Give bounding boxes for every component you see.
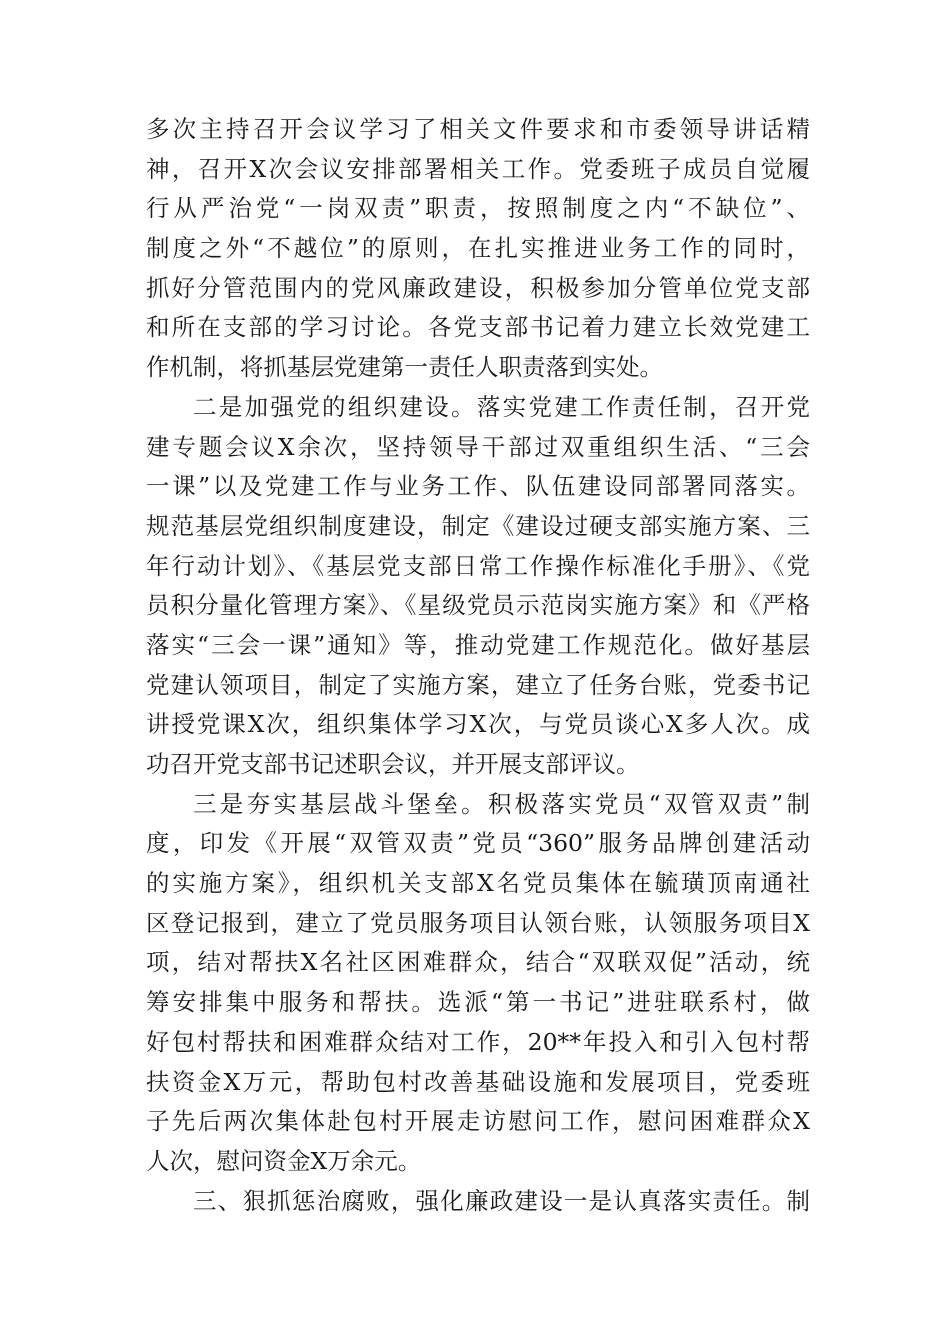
text-line: 二是加强党的组织建设。落实党建工作责任制，召开党 xyxy=(193,392,810,421)
text-line: 区登记报到，建立了党员服务项目认领台账，认领服务项目X xyxy=(146,908,810,937)
text-line: 功召开党支部书记述职会议，并开展支部评议。 xyxy=(146,750,640,778)
text-line: 多次主持召开会议学习了相关文件要求和市委领导讲话精 xyxy=(146,115,810,143)
text-line: 建专题会议X余次，坚持领导干部过双重组织生活、“三会 xyxy=(146,432,810,461)
text-line: 作机制，将抓基层党建第一责任人职责落到实处。 xyxy=(146,353,663,382)
text-line: 三是夯实基层战斗堡垒。积极落实党员“双管双责”制 xyxy=(193,789,810,818)
text-line: 扶资金X万元，帮助包村改善基础设施和发展项目，党委班 xyxy=(146,1067,810,1096)
text-line: 年行动计划》、《基层党支部日常工作操作标准化手册》、《党 xyxy=(146,551,810,580)
text-line: 三、狠抓惩治腐败，强化廉政建设一是认真落实责任。制 xyxy=(193,1186,810,1215)
text-line: 的实施方案》，组织机关支部X名党员集体在毓璜顶南通社 xyxy=(146,869,810,898)
text-line: 行从严治党“一岗双责”职责，按照制度之内“不缺位”、 xyxy=(146,194,810,223)
text-line: 和所在支部的学习讨论。各党支部书记着力建立长效党建工 xyxy=(146,313,810,342)
text-line: 抓好分管范围内的党风廉政建设，积极参加分管单位党支部 xyxy=(146,273,810,302)
document-body xyxy=(146,110,810,1221)
text-line: 党建认领项目，制定了实施方案，建立了任务台账，党委书记 xyxy=(146,670,810,699)
text-line: 子先后两次集体赴包村开展走访慰问工作，慰问困难群众X xyxy=(146,1107,810,1136)
text-line: 筹安排集中服务和帮扶。选派“第一书记”进驻联系村，做 xyxy=(146,988,810,1017)
text-line: 神，召开X次会议安排部署相关工作。党委班子成员自觉履 xyxy=(146,154,810,183)
text-line: 好包村帮扶和困难群众结对工作，20**年投入和引入包村帮 xyxy=(146,1027,810,1056)
text-line: 讲授党课X次，组织集体学习X次，与党员谈心X多人次。成 xyxy=(146,710,810,739)
text-line: 一课”以及党建工作与业务工作、队伍建设同部署同落实。 xyxy=(146,472,810,501)
text-line: 员积分量化管理方案》、《星级党员示范岗实施方案》和《严格 xyxy=(146,591,810,620)
text-line: 度，印发《开展“双管双责”党员“360”服务品牌创建活动 xyxy=(146,829,810,858)
text-line: 落实“三会一课”通知》等，推动党建工作规范化。做好基层 xyxy=(146,630,810,659)
text-line: 人次，慰问资金X万余元。 xyxy=(146,1146,422,1175)
text-line: 规范基层党组织制度建设，制定《建设过硬支部实施方案、三 xyxy=(146,511,810,540)
text-line: 制度之外“不越位”的原则，在扎实推进业务工作的同时， xyxy=(146,234,810,263)
text-line: 项，结对帮扶X名社区困难群众，结合“双联双促”活动，统 xyxy=(146,948,810,977)
